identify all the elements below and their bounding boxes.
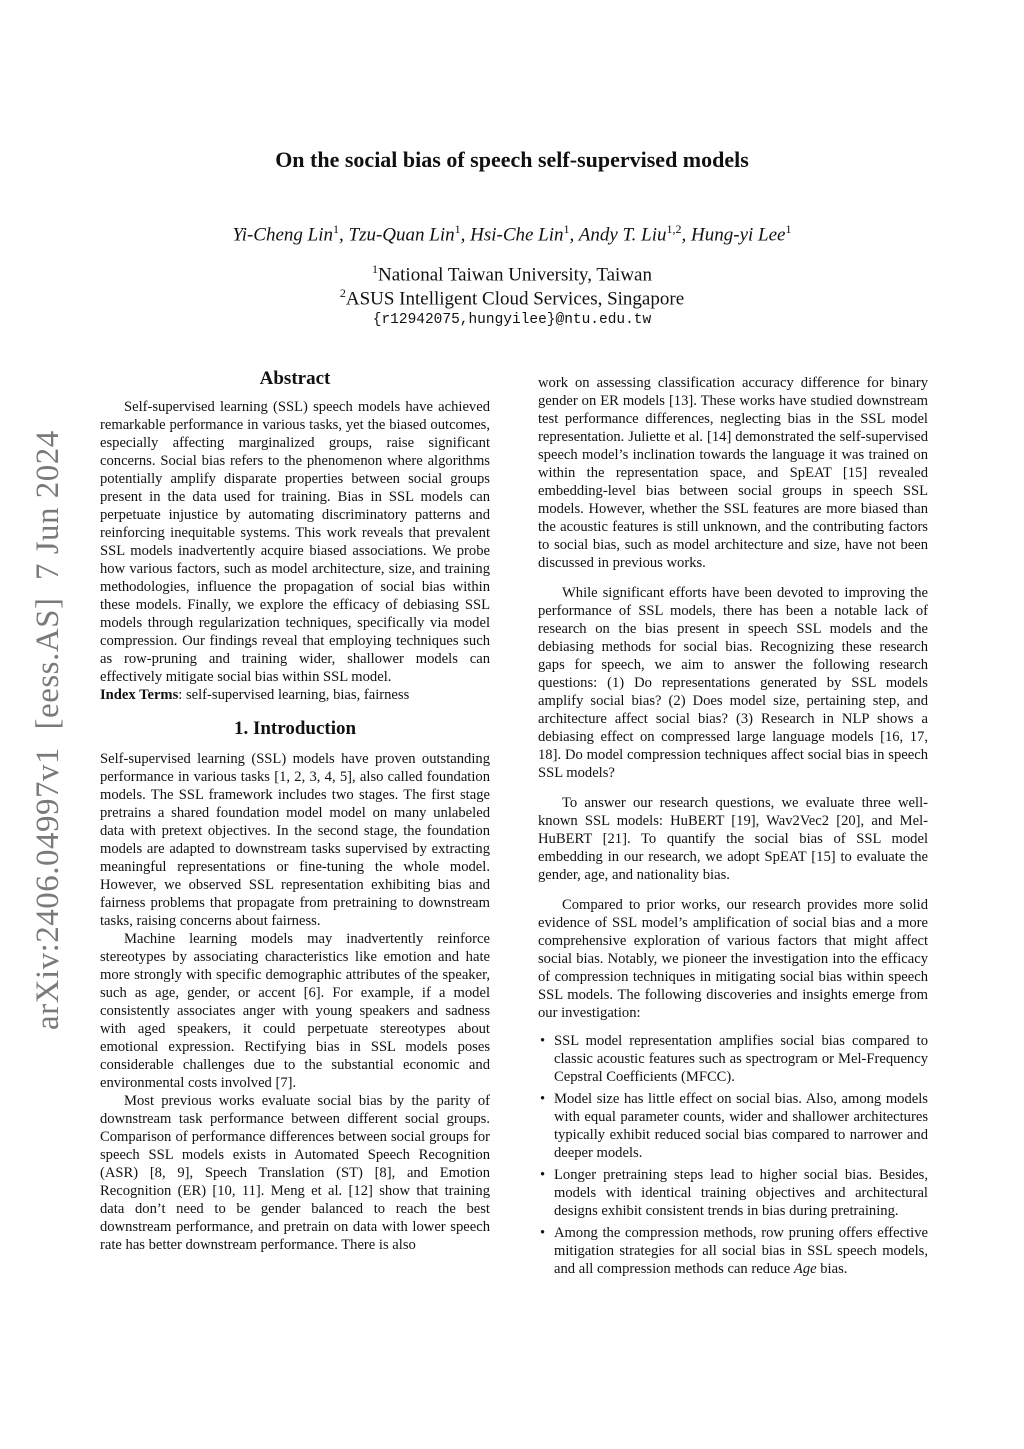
finding-emphasis: Age	[793, 1261, 817, 1277]
author-affiliation-mark: 1	[333, 222, 339, 236]
section-heading-introduction: 1. Introduction	[233, 718, 357, 739]
abstract-heading: Abstract	[259, 368, 331, 389]
finding-item	[538, 1224, 928, 1278]
affiliation-text: National Taiwan University, Taiwan	[377, 264, 652, 286]
findings-list	[538, 1032, 928, 1278]
abstract-text: Self-supervised learning (SSL) speech models have achieved remarkable performance in various tasks, yet the biased outcomes, especially affecting marginalized groups, raise significant concerns. Social bias refers to the phenomenon where algorithms potentially amplify disparate properties between social groups present in the data used for training. Bias in SSL models can perpetuate injustice by automating discriminatory patterns and reinforcing inequitable systems. This work reveals that prevalent SSL models inadvertently acquire biased associations. We probe how various factors, such as model architecture, size, and training methodologies, influence the propagation of social bias within these models. Finally, we explore the efficacy of debiasing SSL models through regularization techniques, specifically via model compression. Our findings reveal that employing techniques such as row-pruning and training wider, shallower models can effectively mitigate social bias within SSL model.	[100, 399, 490, 685]
author-name: Hsi-Che Lin	[470, 224, 564, 246]
body-paragraph: While significant efforts have been devoted to improving the performance of SSL models, there has been a notable lack of research on the bias present in speech SSL models and the debiasing methods for social bias. Recognizing these research gaps for speech, we aim to answer the following research questions: (1) Do representations generated by SSL models amplify social bias? (2) Does model size, pertaining step, and architecture affect social bias? (3) Research in NLP shows a debiasing effect on compressed large language models [16, 17, 18]. Do model compression techniques affect social bias in speech SSL models?	[538, 585, 928, 781]
author-affiliation-mark: 1,2	[666, 222, 682, 236]
author-name: Andy T. Liu	[578, 224, 667, 246]
finding-text: Among the compression methods, row pruning offers effective mitigation strategies for all social bias in SSL speech models, and all compression methods can reduce	[554, 1225, 928, 1277]
author-affiliation-mark: 1	[785, 222, 792, 236]
index-terms-text: : self-supervised learning, bias, fairness	[178, 687, 410, 703]
author-name: Yi-Cheng Lin	[232, 224, 333, 246]
affiliation-mark: 2	[339, 286, 346, 300]
body-paragraph: Compared to prior works, our research provides more solid evidence of SSL model’s amplification of social bias and a more comprehensive exploration of various factors that might affect social bias. Notably, we pioneer the investigation into the efficacy of compression techniques in mitigating social bias within speech SSL models. The following discoveries and insights emerge from our investigation:	[538, 897, 928, 1021]
author-affiliation-mark: 1	[454, 222, 461, 236]
intro-paragraph: Self-supervised learning (SSL) models have proven outstanding performance in various tasks [1, 2, 3, 4, 5], also called foundation models. The SSL framework includes two stages. The first stage pretrains a shared foundation model model on many unlabeled data with pretext objectives. In the second stage, the foundation models are adapted to downstream tasks supervised by extracting meaningful representations or fine-tuning the whole model. However, we observed SSL representation exhibiting bias and fairness problems that propagate from pretraining to downstream tasks, raising concerns about fairness.	[100, 751, 490, 929]
left-column	[100, 368, 490, 1254]
intro-paragraph: Most previous works evaluate social bias by the parity of downstream task performance between different social groups. Comparison of performance differences between social groups for speech SSL models exists in Automated Speech Recognition (ASR) [8, 9], Speech Translation (ST) [8], and Emotion Recognition (ER) [10, 11]. Meng et al. [12] show that training data don’t need to be gender balanced to reach the best downstream performance, and pretrain on data with lower speech rate has better downstream performance. There is also	[100, 1093, 490, 1253]
finding-item: • SSL model representation amplifies social bias compared to classic acoustic features such as spectrogram or Mel-Frequency Cepstral Coefficients (MFCC).	[538, 1032, 928, 1086]
author-name: Tzu-Quan Lin	[348, 224, 455, 246]
body-paragraph: To answer our research questions, we evaluate three well-known SSL models: HuBERT [19], Wav2Vec2 [20], and Mel-HuBERT [21]. To quantify the social bias of SSL model embedding in our research, we adopt SpEAT [15] to evaluate the gender, age, and nationality bias.	[538, 795, 928, 883]
contact-email: {r12942075,hungyilee}@ntu.edu.tw	[372, 312, 652, 328]
index-terms-label: Index Terms	[100, 687, 179, 703]
affiliation-text: ASUS Intelligent Cloud Services, Singapore	[345, 288, 685, 310]
finding-item: • Longer pretraining steps lead to higher social bias. Besides, models with identical training objectives and architectural designs exhibit consistent trends in bias during pretraining.	[538, 1166, 928, 1220]
paper-title: On the social bias of speech self-supervised models	[275, 147, 749, 172]
affiliation-2	[0, 286, 1024, 310]
author-affiliation-mark: 1	[563, 222, 570, 236]
finding-text-end: bias.	[816, 1261, 848, 1277]
index-terms	[100, 686, 490, 704]
intro-paragraph: Machine learning models may inadvertently reinforce stereotypes by associating characteristics like emotion and hate more strongly with specific demographic attributes of the speaker, such as age, gender, or accent [6]. For example, if a model consistently associates anger with young speakers and sadness with aged speakers, it could perpetuate stereotypes about emotional expression. Rectifying bias in SSL models poses considerable challenges due to the substantial economic and environmental costs involved [7].	[100, 931, 490, 1091]
arxiv-identifier: arXiv:2406.04997v1 [eess.AS] 7 Jun 2024	[30, 430, 66, 1030]
author-list: Yi-Cheng Lin$^1$, Tzu-Quan Lin$^1$, Hsi-Che Lin$^1$, Andy T. Liu$^{1,2}$, Hung-yi Lee$^1$	[232, 222, 792, 246]
body-paragraph: work on assessing classification accuracy difference for binary gender on ER models [13]. These works have studied downstream test performance differences, neglecting bias in the SSL model representation. Juliette et al. [14] demonstrated the self-supervised speech model’s inclination towards the language it was trained on within the representation space, and SpEAT [15] revealed embedding-level bias between social groups in speech SSL models. However, whether the SSL features are more biased than the acoustic features is still unknown, and the contributing factors to social bias, such as model architecture and size, have not been discussed in previous works.	[538, 375, 928, 571]
author-name: Hung-yi Lee	[691, 224, 786, 246]
affiliation-1	[0, 262, 1024, 286]
affiliation-mark: 1	[371, 262, 378, 276]
right-column	[538, 374, 928, 1282]
finding-item: • Model size has little effect on social bias. Also, among models with equal parameter counts, wider and shallower architectures typically exhibit reduced social bias compared to narrower and deeper models.	[538, 1090, 928, 1162]
